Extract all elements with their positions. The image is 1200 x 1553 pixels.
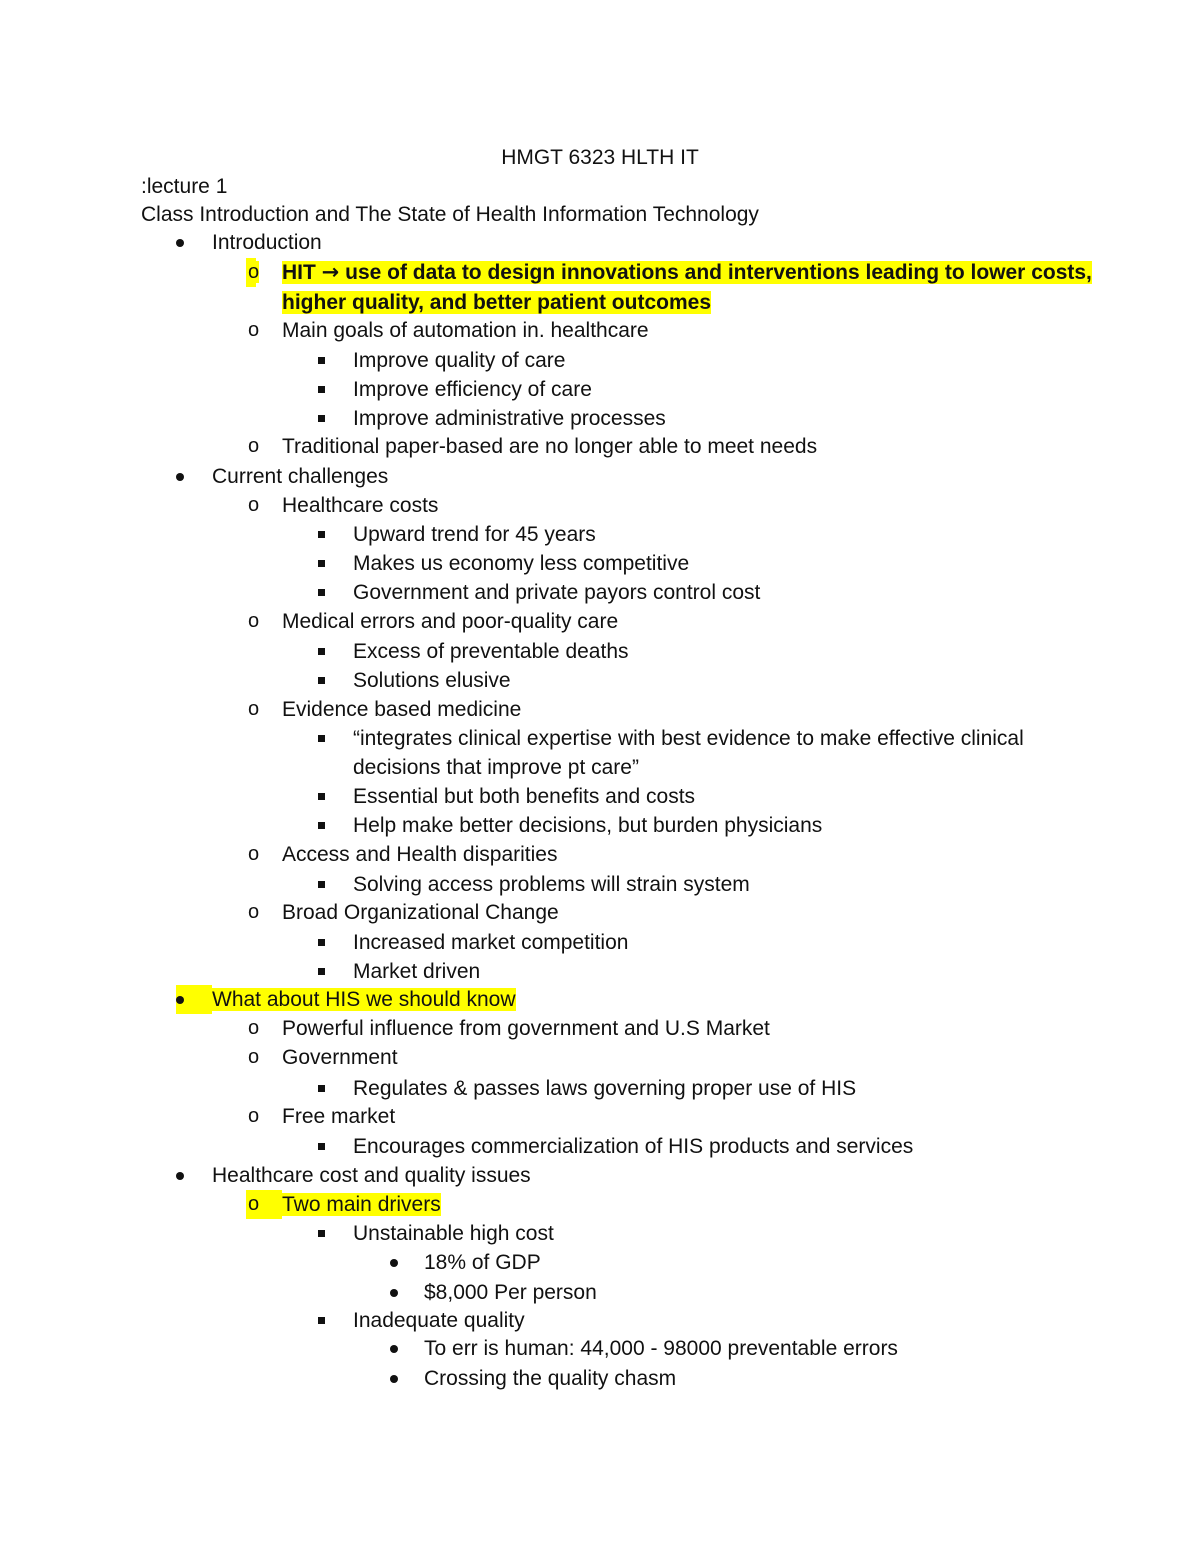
list-item-goal-efficiency: Improve efficiency of care [353,378,592,401]
list-item-preventable-deaths: Excess of preventable deaths [353,640,629,663]
bullet-square-icon [318,578,325,607]
bullet-circle-icon: o [248,1105,260,1127]
bullet-circle-icon: o [248,1017,260,1039]
list-item-cost-economy: Makes us economy less competitive [353,552,690,575]
list-item-gdp: 18% of GDP [424,1251,541,1274]
list-item-healthcare-costs: Healthcare costs [282,494,439,517]
list-item-ebm-benefits: Essential but both benefits and costs [353,785,696,808]
list-item-solutions-elusive: Solutions elusive [353,669,511,692]
list-item-ebm-burden: Help make better decisions, but burden physicians [353,814,823,837]
bullet-square-icon [318,666,325,695]
bullet-circle-icon: o [248,1046,260,1068]
bullet-circle-icon: o [248,494,260,516]
bullet-disc-icon [390,1248,398,1277]
bullet-circle-icon: o [248,319,260,341]
bullet-circle-icon: o [248,435,260,457]
list-item-ebm-definition-line2: decisions that improve pt care” [353,756,639,779]
bullet-square-icon [318,1219,325,1248]
bullet-square-icon [318,1306,325,1335]
bullet-circle-icon: o [248,1193,260,1215]
bullet-square-icon [318,1074,325,1103]
list-item-ebm-definition-line1: “integrates clinical expertise with best evidence to make effective clinical [353,727,1024,750]
hit-text-line1: use of data to design innovations and interventions leading to lower costs, [345,261,1092,284]
list-item-regulates: Regulates & passes laws governing proper use of HIS [353,1077,857,1100]
list-item-cost-payors: Government and private payors control cost [353,581,761,604]
bullet-disc-icon [390,1334,398,1363]
bullet-square-icon [318,520,325,549]
list-item-access-disparities: Access and Health disparities [282,843,558,866]
list-item-goal-admin: Improve administrative processes [353,407,666,430]
list-item-free-market: Free market [282,1105,396,1128]
list-item-traditional: Traditional paper-based are no longer able to meet needs [282,435,818,458]
bullet-disc-icon [176,228,184,257]
list-item-high-cost: Unstainable high cost [353,1222,554,1245]
two-drivers-text: Two main drivers [282,1193,441,1216]
list-item-quality-chasm: Crossing the quality chasm [424,1367,677,1390]
list-item-introduction: Introduction [212,231,322,254]
list-item-commercialization: Encourages commercialization of HIS products and services [353,1135,914,1158]
document-title: HMGT 6323 HLTH IT [501,146,699,169]
list-item-medical-errors: Medical errors and poor-quality care [282,610,619,633]
bullet-disc-icon [390,1278,398,1307]
list-item-to-err: To err is human: 44,000 - 98000 preventable errors [424,1337,898,1360]
list-item-cost-quality-issues: Healthcare cost and quality issues [212,1164,531,1187]
list-item-evidence-based-medicine: Evidence based medicine [282,698,522,721]
bullet-disc-icon [176,462,184,491]
list-item-cost-trend: Upward trend for 45 years [353,523,596,546]
bullet-disc-icon [176,985,184,1014]
list-item-hit-line1 [282,258,1092,287]
bullet-square-icon [318,637,325,666]
bullet-disc-icon [390,1364,398,1393]
bullet-circle-icon: o [248,610,260,632]
list-item-access-strain: Solving access problems will strain system [353,873,750,896]
list-item-inadequate-quality: Inadequate quality [353,1309,525,1332]
bullet-square-icon [318,375,325,404]
bullet-square-icon [318,782,325,811]
list-item-main-goals: Main goals of automation in. healthcare [282,319,649,342]
hit-text-line2: higher quality, and better patient outcomes [282,291,711,314]
his-heading-text: What about HIS we should know [212,988,516,1011]
list-item-two-drivers [282,1190,441,1219]
list-item-government: Government [282,1046,398,1069]
list-item-market-driven: Market driven [353,960,481,983]
bullet-square-icon [318,346,325,375]
bullet-disc-icon [176,1161,184,1190]
list-item-current-challenges: Current challenges [212,465,389,488]
bullet-square-icon [318,957,325,986]
right-arrow-icon: → [321,260,340,284]
bullet-circle-icon: o [248,843,260,865]
list-item-powerful-influence: Powerful influence from government and U.S Market [282,1017,770,1040]
hit-prefix: HIT [282,261,316,284]
bullet-square-icon [318,928,325,957]
bullet-circle-icon: o [248,901,260,923]
bullet-square-icon [318,724,325,753]
list-item-goal-quality: Improve quality of care [353,349,566,372]
bullet-circle-icon: o [248,261,260,283]
bullet-square-icon [318,870,325,899]
lecture-label: :lecture 1 [141,175,228,198]
list-item-per-person: $8,000 Per person [424,1281,597,1304]
list-item-his [212,985,516,1014]
list-item-broad-change: Broad Organizational Change [282,901,559,924]
bullet-square-icon [318,1132,325,1161]
list-item-hit-line2 [282,288,711,317]
bullet-circle-icon: o [248,698,260,720]
list-item-market-competition: Increased market competition [353,931,629,954]
bullet-square-icon [318,811,325,840]
document-subtitle: Class Introduction and The State of Health Information Technology [141,203,759,226]
bullet-square-icon [318,404,325,433]
bullet-square-icon [318,549,325,578]
